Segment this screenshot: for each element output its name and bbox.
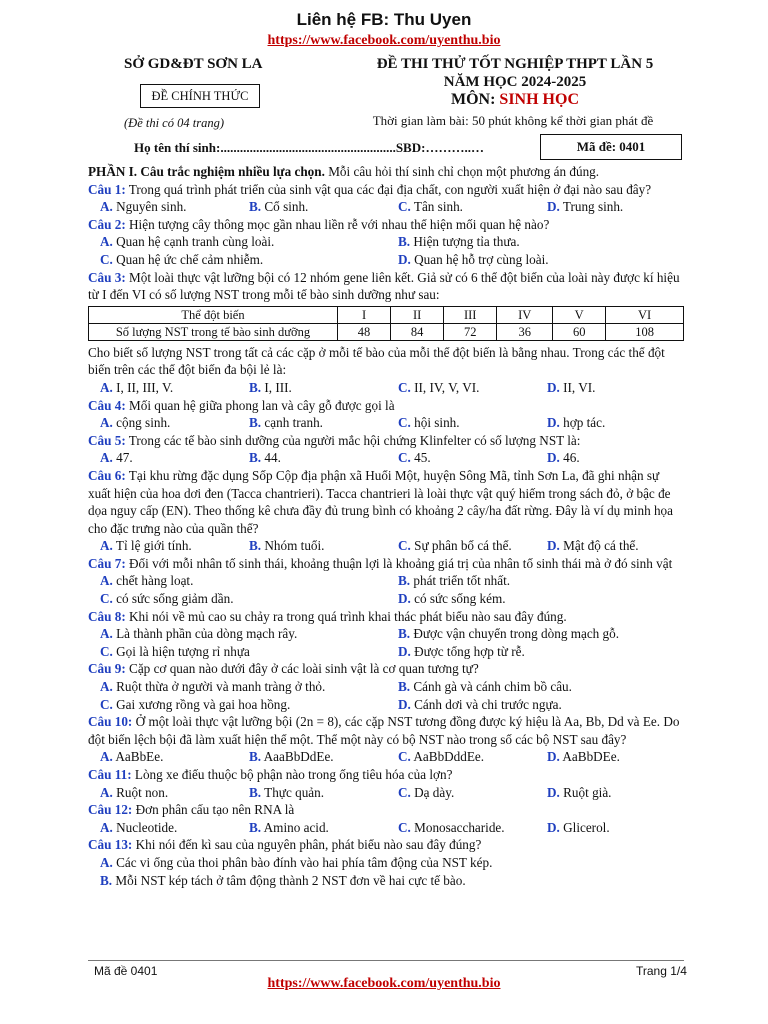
option-a[interactable]: A. chết hàng loạt. — [100, 573, 194, 589]
option-d[interactable]: D. hợp tác. — [547, 415, 606, 431]
table-cell: 48 — [338, 323, 391, 340]
question-label: Câu 3: — [88, 269, 126, 285]
question-12 — [88, 801, 684, 819]
question-6 — [88, 467, 684, 537]
option-b[interactable]: B. AaaBbDdEe. — [249, 749, 334, 765]
question-label: Câu 2: — [88, 216, 126, 232]
question-7 — [88, 555, 684, 573]
part-instruction: Mỗi câu hỏi thí sinh chỉ chọn một phương án đúng. — [324, 164, 600, 179]
question-3 — [88, 269, 684, 304]
option-a[interactable]: A. Ruột non. — [100, 784, 169, 800]
option-c[interactable]: C. II, IV, V, VI. — [398, 379, 480, 395]
table-cell: V — [553, 306, 606, 323]
exam-title-block — [320, 55, 710, 109]
options-row — [88, 537, 684, 555]
table-cell: Số lượng NST trong tế bào sinh dưỡng — [89, 323, 338, 340]
table-cell: 108 — [606, 323, 684, 340]
option-a[interactable]: A. Ruột thừa ở người và manh tràng ở thỏ. — [100, 679, 326, 695]
option-d[interactable]: D. Ruột già. — [547, 784, 612, 800]
options-row — [88, 643, 684, 661]
option-b[interactable]: B. Cổ sinh. — [249, 199, 309, 215]
option-b[interactable]: B. Hiện tượng tỉa thưa. — [398, 234, 520, 250]
bottom-link-wrap — [0, 975, 768, 992]
footer-exam-code: Mã đề 0401 — [94, 964, 158, 978]
page-count-note: (Đề thi có 04 trang) — [124, 116, 224, 130]
question-label: Câu 1: — [88, 181, 126, 197]
table-cell: I — [338, 306, 391, 323]
option-b[interactable]: B. I, III. — [249, 379, 292, 395]
question-8 — [88, 608, 684, 626]
option-b[interactable]: B. Được vận chuyển trong dòng mạch gỗ. — [398, 626, 620, 642]
question-label: Câu 8: — [88, 608, 126, 624]
table-cell: 60 — [553, 323, 606, 340]
option-a[interactable]: A. AaBbEe. — [100, 749, 164, 765]
question-text: Đối với mỗi nhân tố sinh thái, khoảng thuận lợi là khoảng giá trị của nhân tố sinh thái mà ở đó sinh vật — [125, 555, 673, 571]
question-5 — [88, 432, 684, 450]
question-label: Câu 13: — [88, 837, 133, 853]
exam-title: ĐỀ THI THỬ TỐT NGHIỆP THPT LẦN 5 — [376, 56, 654, 72]
school-year: NĂM HỌC 2024-2025 — [443, 74, 587, 90]
options-row — [88, 678, 684, 696]
option-d[interactable]: D. Được tổng hợp từ rễ. — [398, 643, 525, 659]
table-header-row — [89, 306, 684, 323]
option-c[interactable]: C. Gọi là hiện tượng rỉ nhựa — [100, 643, 250, 659]
facebook-link-bottom[interactable]: https://www.facebook.com/uyenthu.bio — [267, 976, 501, 991]
option-c[interactable]: C. Sự phân bố cá thể. — [398, 538, 512, 554]
question-9 — [88, 660, 684, 678]
options-row — [88, 784, 684, 802]
footer-page-number: Trang 1/4 — [636, 964, 687, 978]
option-d[interactable]: D. 46. — [547, 450, 580, 466]
question-label: Câu 11: — [88, 767, 132, 782]
part-heading — [88, 163, 684, 181]
question-3-text2: Cho biết số lượng NST trong tất cả các cặp ở mỗi tế bào của mỗi thể đột biến là bằng nhau. Trong các thể đột biến trên các thể đột biến đa bội lẻ là: — [88, 344, 665, 378]
options-row — [88, 590, 684, 608]
question-4 — [88, 397, 684, 415]
option-c[interactable]: C. AaBbDddEe. — [398, 749, 485, 765]
question-13 — [88, 836, 684, 854]
question-text: Trong các tế bào sinh dưỡng của người mắc hội chứng Klinfelter có số lượng NST là: — [125, 432, 581, 448]
subject-label: MÔN: — [450, 91, 500, 108]
option-d[interactable]: D. AaBbDEe. — [547, 749, 620, 765]
option-b[interactable]: B. Mỗi NST kép tách ở tâm động thành 2 NST đơn về hai cực tế bào. — [100, 872, 466, 888]
option-b[interactable]: B. 44. — [249, 450, 281, 466]
part-title: PHẦN I. Câu trắc nghiệm nhiều lựa chọn. — [88, 164, 325, 179]
contact-line: Liên hệ FB: Thu Uyen — [296, 10, 472, 29]
option-c[interactable]: C. Monosaccharide. — [398, 819, 505, 835]
option-a[interactable]: A. I, II, III, V. — [100, 379, 174, 395]
options-row — [88, 233, 684, 251]
option-a[interactable]: A. Tỉ lệ giới tính. — [100, 538, 192, 554]
question-text: Khi nói đến kì sau của nguyên phân, phát biểu nào sau đây đúng? — [132, 837, 482, 853]
options-row — [88, 251, 684, 269]
department-name: SỞ GD&ĐT SƠN LA — [124, 56, 263, 72]
option-b[interactable]: B. Amino acid. — [249, 819, 329, 835]
table-cell: VI — [606, 306, 684, 323]
option-d[interactable]: D. Glicerol. — [547, 819, 610, 835]
option-c[interactable]: C. 45. — [398, 450, 431, 466]
option-d[interactable]: D. Trung sinh. — [547, 199, 624, 215]
option-d[interactable]: D. Cánh dơi và chi trước ngựa. — [398, 696, 562, 712]
option-b[interactable]: B. cạnh tranh. — [249, 415, 323, 431]
option-c[interactable]: C. Gai xương rồng và gai hoa hồng. — [100, 696, 291, 712]
question-label: Câu 5: — [88, 432, 126, 448]
table-cell: Thể đột biến — [89, 306, 338, 323]
table-cell: II — [391, 306, 444, 323]
official-exam-badge: ĐỀ CHÍNH THỨC — [140, 84, 260, 108]
question-2 — [88, 216, 684, 234]
option-a[interactable]: A. cộng sinh. — [100, 415, 171, 431]
options-row — [88, 625, 684, 643]
exam-content — [88, 163, 684, 889]
option-d[interactable]: D. Mật độ cá thể. — [547, 538, 639, 554]
question-text: Ở một loài thực vật lưỡng bội (2n = 8), các cặp NST tương đồng được ký hiệu là Aa, Bb, Dd và Ee. Do đột biến lệch bội đã làm xuất hiện thể một. Thể một này có bộ NST nào trong số các bộ NST sau đây? — [88, 714, 680, 747]
option-a[interactable]: A. Nguyên sinh. — [100, 199, 187, 215]
option-a[interactable]: A. Các vi ống của thoi phân bào đính vào hai phía tâm động của NST kép. — [100, 854, 493, 870]
question-text: Hiện tượng cây thông mọc gần nhau liền rễ với nhau thể hiện mối quan hệ nào? — [125, 216, 550, 232]
table-cell: III — [444, 306, 497, 323]
option-a[interactable]: A. Quan hệ cạnh tranh cùng loài. — [100, 234, 275, 250]
question-11 — [88, 766, 684, 784]
question-label: Câu 9: — [88, 661, 126, 677]
option-c[interactable]: C. Dạ dày. — [398, 784, 455, 800]
option-a[interactable]: A. Là thành phần của dòng mạch rây. — [100, 626, 298, 642]
table-row — [89, 323, 684, 340]
question-label: Câu 7: — [88, 555, 126, 571]
subject-line — [320, 91, 710, 109]
student-info-line: Họ tên thí sinh:......................................................SBD:………..… — [134, 140, 484, 155]
table-cell: IV — [497, 306, 553, 323]
question-text: Một loài thực vật lưỡng bội có 12 nhóm gene liên kết. Giả sử có 6 thể đột biến của loài này được kí hiệu từ I đến VI có số lượng NST trong mỗi tế bào sinh dưỡng như sau: — [88, 269, 680, 303]
option-c[interactable]: C. Tân sinh. — [398, 199, 463, 215]
option-d[interactable]: D. Quan hệ hỗ trợ cùng loài. — [398, 251, 549, 267]
options-row — [88, 449, 684, 467]
question-label: Câu 4: — [88, 397, 126, 413]
option-b[interactable]: B. Cánh gà và cánh chim bồ câu. — [398, 679, 572, 695]
question-text: Khi nói về mủ cao su chảy ra trong quá trình khai thác phát biểu nào sau đây đúng. — [125, 608, 567, 624]
question-text: Mối quan hệ giữa phong lan và cây gỗ được gọi là — [125, 397, 395, 413]
options-row — [88, 696, 684, 714]
question-text: Tại khu rừng đặc dụng Sốp Cộp địa phận xã Huổi Một, huyện Sông Mã, tỉnh Sơn La, đã ghi nhận sự xuất hiện của hoa dơi đen (Tacca chantrieri). Tacca chantrieri là loài thực vật quý hiếm trong sách đỏ, ở bậc đe dọa nguy cấp (EN). Theo thống kê chưa đầy đủ trung bình có khoảng 2 cây/ha đất rừng. Đây là ví dụ minh họa cho đặc trưng nào của quần thể? — [88, 467, 673, 536]
question-label: Câu 10: — [88, 714, 133, 730]
option-a[interactable]: A. Nucleotide. — [100, 819, 178, 835]
options-row — [88, 379, 684, 397]
time-info: Thời gian làm bài: 50 phút không kể thời gian phát đề — [372, 113, 654, 128]
question-text: Đơn phân cấu tạo nên RNA là — [132, 802, 295, 818]
question-text: Lòng xe điếu thuộc bộ phận nào trong ống tiêu hóa của lợn? — [131, 767, 453, 782]
table-cell: 72 — [444, 323, 497, 340]
option-b[interactable]: B. phát triển tốt nhất. — [398, 573, 511, 589]
options-row — [88, 414, 684, 432]
option-d[interactable]: D. II, VI. — [547, 379, 596, 395]
question-1 — [88, 181, 684, 199]
option-c[interactable]: C. hội sinh. — [398, 415, 460, 431]
option-a[interactable]: A. 47. — [100, 450, 133, 466]
facebook-link-top[interactable]: https://www.facebook.com/uyenthu.bio — [267, 33, 501, 48]
subject-name: SINH HỌC — [499, 91, 579, 108]
question-label: Câu 6: — [88, 467, 126, 483]
option-c[interactable]: C. Quan hệ ức chế cảm nhiễm. — [100, 251, 264, 267]
exam-code-box: Mã đề: 0401 — [540, 134, 682, 160]
top-link-wrap — [0, 32, 768, 49]
mutant-chromosome-table — [88, 306, 684, 341]
question-label: Câu 12: — [88, 802, 133, 818]
options-row — [88, 198, 684, 216]
options-row — [88, 572, 684, 590]
table-cell: 36 — [497, 323, 553, 340]
options-row — [88, 819, 684, 837]
option-d[interactable]: D. có sức sống kém. — [398, 591, 506, 607]
option-c[interactable]: C. có sức sống giảm dần. — [100, 591, 234, 607]
table-cell: 84 — [391, 323, 444, 340]
question-text: Trong quá trình phát triển của sinh vật qua các đại địa chất, con người xuất hiện ở đại nào sau đây? — [125, 181, 652, 197]
question-10 — [88, 713, 684, 748]
option-b[interactable]: B. Nhóm tuổi. — [249, 538, 325, 554]
question-text: Cặp cơ quan nào dưới đây ở các loài sinh vật là cơ quan tương tự? — [125, 661, 479, 677]
footer-divider — [88, 960, 684, 961]
option-b[interactable]: B. Thực quản. — [249, 784, 325, 800]
options-row — [88, 748, 684, 766]
